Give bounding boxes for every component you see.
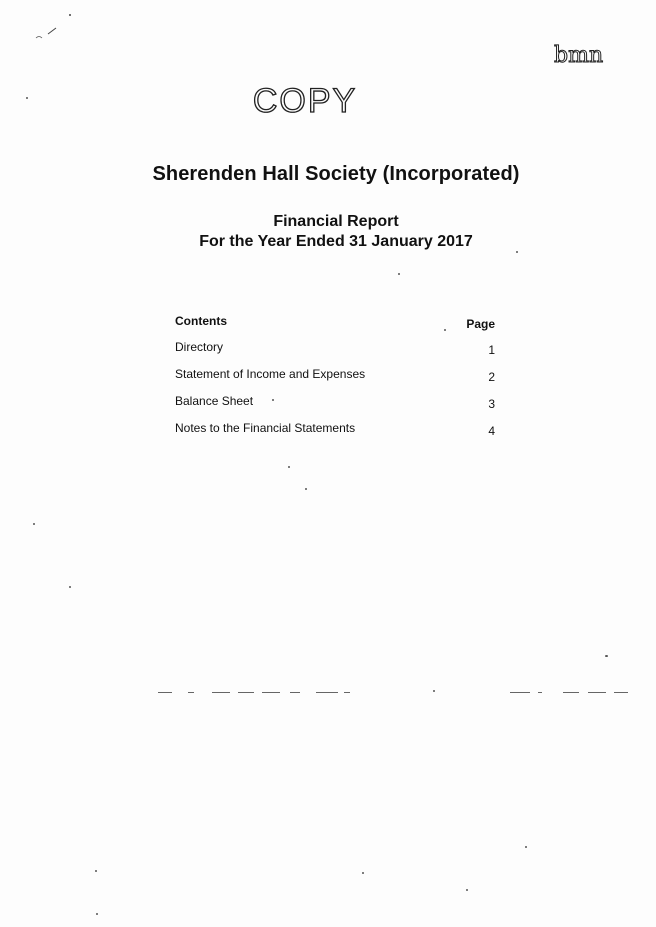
contents-item-label: Notes to the Financial Statements [175, 421, 356, 435]
scan-speck [26, 97, 28, 99]
scan-speck [95, 870, 97, 872]
handwritten-mark [34, 12, 74, 42]
page-heading: Page [466, 317, 495, 331]
contents-header-row [175, 312, 497, 336]
scan-speck [96, 913, 98, 915]
scan-speck [362, 872, 364, 874]
scan-artifact-line [563, 692, 579, 693]
contents-item-label: Directory [175, 340, 224, 354]
scan-speck [33, 523, 35, 525]
contents-item-label: Balance Sheet [175, 394, 254, 408]
scan-artifact-line [188, 692, 194, 693]
contents-item-page: 2 [488, 370, 495, 384]
scan-artifact-line [212, 692, 230, 693]
contents-item-page: 3 [488, 397, 495, 411]
report-period: For the Year Ended 31 January 2017 [199, 233, 473, 250]
contents-item-page: 1 [488, 343, 495, 357]
scan-artifact-line [316, 692, 338, 693]
contents-heading: Contents [175, 314, 227, 328]
svg-text:COPY: COPY [252, 82, 358, 120]
svg-text:bmn: bmn [554, 43, 604, 68]
contents-row [175, 417, 497, 444]
scan-artifact-line [290, 692, 300, 693]
report-title: Financial Report [273, 213, 399, 230]
scan-artifact-line [238, 692, 254, 693]
contents-row [175, 336, 497, 363]
scan-artifact-line [262, 692, 280, 693]
table-of-contents [175, 312, 497, 444]
organisation-title: Sherenden Hall Society (Incorporated) [152, 163, 520, 185]
scan-speck [466, 889, 468, 891]
scan-speck [433, 690, 435, 692]
bmn-logo-stamp [552, 42, 618, 68]
scan-speck [516, 251, 518, 253]
scan-artifact-line [158, 692, 172, 693]
scan-speck [288, 466, 290, 468]
scan-speck [605, 655, 608, 657]
contents-row [175, 390, 497, 417]
scan-speck [444, 329, 446, 331]
copy-stamp [250, 80, 360, 120]
contents-row [175, 363, 497, 390]
scan-speck [272, 399, 274, 401]
report-title-block [0, 212, 656, 252]
scan-artifact-line [614, 692, 628, 693]
contents-item-label: Statement of Income and Expenses [175, 367, 366, 381]
scan-speck [69, 586, 71, 588]
contents-item-page: 4 [488, 424, 495, 438]
scan-speck [305, 488, 307, 490]
scan-speck [398, 273, 400, 275]
scan-artifact-line [588, 692, 606, 693]
scan-artifact-line [344, 692, 350, 693]
scan-speck [525, 846, 527, 848]
scan-artifact-line [510, 692, 530, 693]
scan-artifact-line [538, 692, 542, 693]
